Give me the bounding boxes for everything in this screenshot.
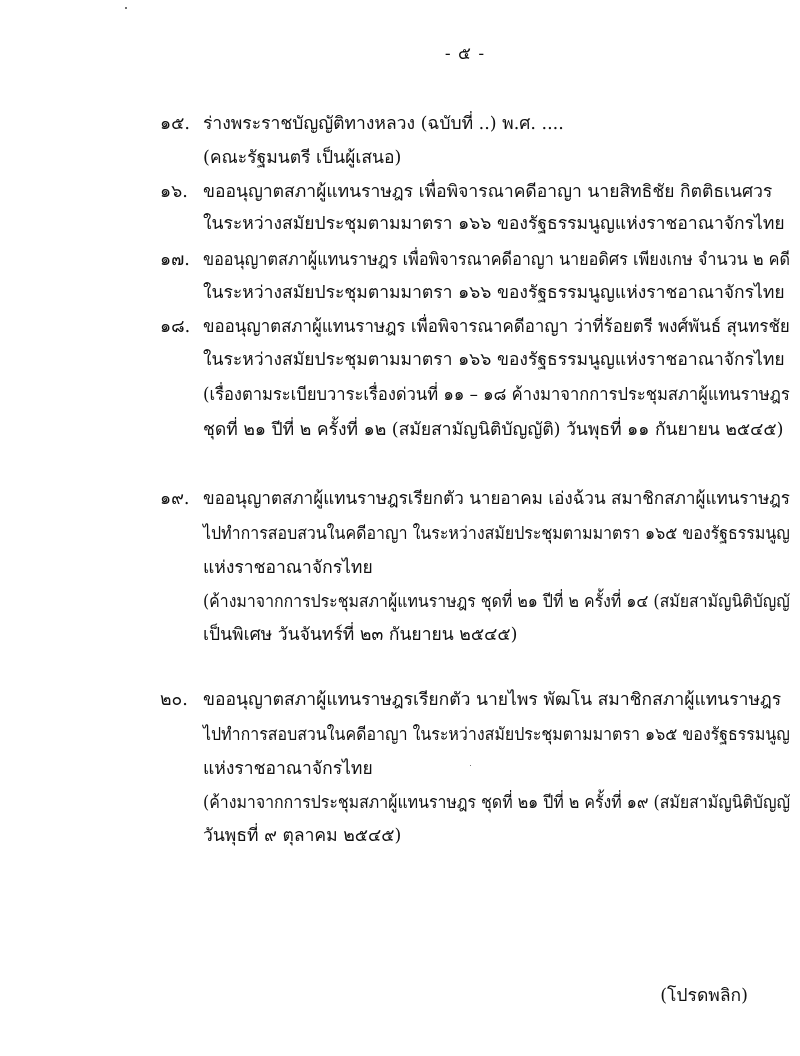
item-number: ๑๖. [160, 182, 188, 202]
item-text-line: แห่งราชอาณาจักรไทย [203, 558, 373, 578]
item-text-line: วันพุธที่ ๙ ตุลาคม ๒๕๔๕) [203, 826, 402, 846]
item-text-line: (ค้างมาจากการประชุมสภาผู้แทนราษฎร ชุดที่ ๒๑ ปีที่ ๒ ครั้งที่ ๑๙ (สมัยสามัญนิติบัญญั [203, 793, 791, 813]
item-text-line: ไปทำการสอบสวนในคดีอาญา ในระหว่างสมัยประชุมตามมาตรา ๑๖๕ ของรัฐธรรมนูญ [203, 524, 790, 544]
item-number: ๑๘. [160, 317, 191, 337]
item-text-line: เป็นพิเศษ วันจันทร์ที่ ๒๓ กันยายน ๒๕๔๕) [203, 625, 518, 645]
page-number: - ๕ - [444, 44, 486, 64]
item-number: ๑๗. [160, 250, 190, 270]
item-number: ๑๕. [160, 114, 190, 134]
scan-speck [470, 765, 471, 766]
item-text-line: ขออนุญาตสภาผู้แทนราษฎร เพื่อพิจารณาคดีอาญา นายอดิศร เพียงเกษ จำนวน ๒ คดี [203, 250, 791, 270]
please-turn-over-note: (โปรดพลิก) [660, 986, 748, 1006]
item-text-line: แห่งราชอาณาจักรไทย [203, 759, 373, 779]
item-text-line: ชุดที่ ๒๑ ปีที่ ๒ ครั้งที่ ๑๒ (สมัยสามัญนิติบัญญัติ) วันพุธที่ ๑๑ กันยายน ๒๕๔๕) [203, 420, 784, 440]
item-text-line: ในระหว่างสมัยประชุมตามมาตรา ๑๖๖ ของรัฐธรรมนูญแห่งราชอาณาจักรไทย [203, 283, 785, 303]
item-text-line: (ค้างมาจากการประชุมสภาผู้แทนราษฎร ชุดที่ ๒๑ ปีที่ ๒ ครั้งที่ ๑๔ (สมัยสามัญนิติบัญญั [203, 592, 790, 612]
item-text-line: ในระหว่างสมัยประชุมตามมาตรา ๑๖๖ ของรัฐธรรมนูญแห่งราชอาณาจักรไทย [203, 350, 785, 370]
item-text-line: ไปทำการสอบสวนในคดีอาญา ในระหว่างสมัยประชุมตามมาตรา ๑๖๕ ของรัฐธรรมนูญ [203, 725, 790, 745]
item-text-line: ขออนุญาตสภาผู้แทนราษฎรเรียกตัว นายอาคม เอ่งฉ้วน สมาชิกสภาผู้แทนราษฎร [203, 489, 790, 509]
item-text-line: ขออนุญาตสภาผู้แทนราษฎรเรียกตัว นายไพร พัฒโน สมาชิกสภาผู้แทนราษฎร [203, 690, 782, 710]
item-text-line: ขออนุญาตสภาผู้แทนราษฎร เพื่อพิจารณาคดีอาญา นายสิทธิชัย กิตติธเนศวร [203, 182, 773, 202]
scan-speck [125, 7, 127, 9]
item-text-line: ในระหว่างสมัยประชุมตามมาตรา ๑๖๖ ของรัฐธรรมนูญแห่งราชอาณาจักรไทย [203, 214, 785, 234]
item-number: ๒๐. [160, 690, 188, 710]
item-text-line: ร่างพระราชบัญญัติทางหลวง (ฉบับที่ ..) พ.ศ. .... [203, 114, 564, 134]
item-number: ๑๙. [160, 489, 190, 509]
item-text-line: ขออนุญาตสภาผู้แทนราษฎร เพื่อพิจารณาคดีอาญา ว่าที่ร้อยตรี พงศ์พันธ์ สุนทรชัย [203, 317, 790, 337]
item-text-line: (เรื่องตามระเบียบวาระเรื่องด่วนที่ ๑๑ – ๑๘ ค้างมาจากการประชุมสภาผู้แทนราษฎร [203, 385, 790, 405]
item-text-line: (คณะรัฐมนตรี เป็นผู้เสนอ) [203, 148, 402, 168]
